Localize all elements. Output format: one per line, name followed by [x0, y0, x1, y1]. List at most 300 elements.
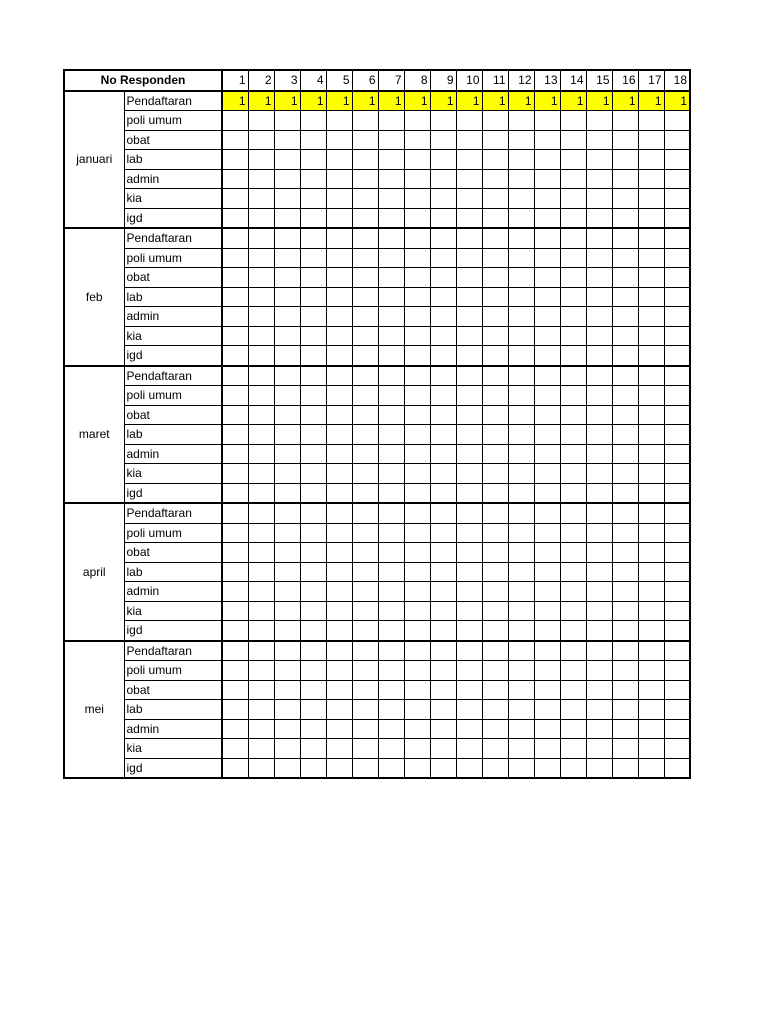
response-cell[interactable]	[378, 268, 404, 288]
response-cell[interactable]	[560, 386, 586, 406]
response-cell[interactable]	[430, 661, 456, 681]
response-cell[interactable]	[326, 169, 352, 189]
response-cell[interactable]	[456, 405, 482, 425]
response-cell[interactable]	[326, 307, 352, 327]
response-cell[interactable]	[378, 641, 404, 661]
response-cell[interactable]	[456, 425, 482, 445]
response-cell[interactable]	[300, 503, 326, 523]
response-cell[interactable]	[664, 307, 690, 327]
response-cell[interactable]	[534, 208, 560, 228]
response-cell[interactable]	[222, 386, 248, 406]
response-cell[interactable]	[534, 719, 560, 739]
response-cell[interactable]	[248, 621, 274, 641]
response-cell[interactable]	[352, 464, 378, 484]
response-cell[interactable]	[586, 444, 612, 464]
response-cell[interactable]	[274, 464, 300, 484]
response-cell[interactable]	[612, 208, 638, 228]
response-cell[interactable]	[508, 150, 534, 170]
response-cell[interactable]	[430, 425, 456, 445]
response-cell[interactable]	[534, 268, 560, 288]
response-cell[interactable]	[508, 287, 534, 307]
response-cell[interactable]	[612, 307, 638, 327]
response-cell[interactable]	[508, 661, 534, 681]
response-cell[interactable]	[482, 150, 508, 170]
response-cell[interactable]	[248, 111, 274, 131]
response-cell[interactable]	[222, 483, 248, 503]
response-cell[interactable]	[404, 562, 430, 582]
response-cell[interactable]	[456, 700, 482, 720]
response-cell[interactable]	[326, 758, 352, 778]
response-cell[interactable]	[248, 189, 274, 209]
response-cell[interactable]	[560, 661, 586, 681]
response-cell[interactable]	[352, 758, 378, 778]
response-cell[interactable]	[482, 248, 508, 268]
response-cell[interactable]	[300, 307, 326, 327]
response-cell[interactable]	[430, 562, 456, 582]
response-cell[interactable]	[300, 366, 326, 386]
response-cell[interactable]	[352, 562, 378, 582]
response-cell[interactable]	[586, 189, 612, 209]
response-cell[interactable]	[508, 680, 534, 700]
response-cell[interactable]	[430, 268, 456, 288]
response-cell[interactable]	[534, 130, 560, 150]
response-cell[interactable]	[482, 543, 508, 563]
response-cell[interactable]	[430, 405, 456, 425]
response-cell[interactable]	[404, 248, 430, 268]
response-cell[interactable]	[378, 680, 404, 700]
response-cell[interactable]	[638, 386, 664, 406]
response-cell[interactable]	[404, 405, 430, 425]
response-cell[interactable]	[508, 641, 534, 661]
response-cell[interactable]	[222, 739, 248, 759]
response-cell[interactable]	[638, 758, 664, 778]
response-cell[interactable]	[560, 719, 586, 739]
response-cell[interactable]	[664, 661, 690, 681]
response-cell[interactable]	[456, 287, 482, 307]
response-cell[interactable]	[248, 582, 274, 602]
response-cell[interactable]	[248, 680, 274, 700]
response-cell[interactable]	[508, 503, 534, 523]
response-cell[interactable]	[612, 739, 638, 759]
response-cell[interactable]	[352, 111, 378, 131]
response-cell[interactable]	[274, 386, 300, 406]
response-cell[interactable]	[222, 248, 248, 268]
response-cell[interactable]	[508, 386, 534, 406]
response-cell[interactable]	[534, 523, 560, 543]
response-cell[interactable]	[326, 405, 352, 425]
response-cell[interactable]	[326, 483, 352, 503]
response-cell[interactable]	[482, 483, 508, 503]
response-cell[interactable]	[638, 425, 664, 445]
response-cell[interactable]	[248, 366, 274, 386]
response-cell[interactable]	[482, 208, 508, 228]
response-cell[interactable]	[664, 621, 690, 641]
response-cell[interactable]	[378, 248, 404, 268]
response-cell[interactable]	[638, 483, 664, 503]
response-cell[interactable]	[638, 601, 664, 621]
response-cell[interactable]	[404, 228, 430, 248]
response-cell[interactable]	[248, 287, 274, 307]
response-cell[interactable]	[274, 503, 300, 523]
response-cell[interactable]	[430, 641, 456, 661]
response-cell[interactable]	[222, 444, 248, 464]
response-cell[interactable]	[222, 641, 248, 661]
response-cell[interactable]	[612, 621, 638, 641]
response-cell[interactable]: 1	[222, 91, 248, 111]
response-cell[interactable]	[586, 483, 612, 503]
response-cell[interactable]	[274, 425, 300, 445]
response-cell[interactable]	[352, 307, 378, 327]
response-cell[interactable]	[482, 719, 508, 739]
response-cell[interactable]	[352, 287, 378, 307]
response-cell[interactable]	[456, 739, 482, 759]
response-cell[interactable]	[508, 562, 534, 582]
response-cell[interactable]	[586, 150, 612, 170]
response-cell[interactable]	[664, 130, 690, 150]
response-cell[interactable]	[482, 366, 508, 386]
response-cell[interactable]	[482, 562, 508, 582]
response-cell[interactable]	[586, 503, 612, 523]
response-cell[interactable]	[508, 758, 534, 778]
response-cell[interactable]	[482, 523, 508, 543]
response-cell[interactable]	[664, 150, 690, 170]
response-cell[interactable]	[274, 268, 300, 288]
response-cell[interactable]	[638, 268, 664, 288]
response-cell[interactable]	[612, 582, 638, 602]
response-cell[interactable]	[638, 680, 664, 700]
response-cell[interactable]	[586, 562, 612, 582]
response-cell[interactable]	[248, 425, 274, 445]
response-cell[interactable]	[300, 287, 326, 307]
response-cell[interactable]	[508, 719, 534, 739]
response-cell[interactable]	[274, 150, 300, 170]
response-cell[interactable]: 1	[248, 91, 274, 111]
response-cell[interactable]	[456, 346, 482, 366]
response-cell[interactable]	[638, 444, 664, 464]
response-cell[interactable]	[300, 189, 326, 209]
response-cell[interactable]	[560, 111, 586, 131]
response-cell[interactable]: 1	[404, 91, 430, 111]
response-cell[interactable]	[404, 582, 430, 602]
response-cell[interactable]	[534, 169, 560, 189]
response-cell[interactable]	[378, 483, 404, 503]
response-cell[interactable]	[326, 287, 352, 307]
response-cell[interactable]	[378, 444, 404, 464]
response-cell[interactable]	[248, 150, 274, 170]
response-cell[interactable]	[430, 621, 456, 641]
response-cell[interactable]	[560, 425, 586, 445]
response-cell[interactable]	[612, 601, 638, 621]
response-cell[interactable]	[612, 425, 638, 445]
response-cell[interactable]	[560, 248, 586, 268]
response-cell[interactable]	[326, 464, 352, 484]
response-cell[interactable]: 1	[664, 91, 690, 111]
response-cell[interactable]	[300, 601, 326, 621]
response-cell[interactable]	[248, 739, 274, 759]
response-cell[interactable]	[404, 523, 430, 543]
response-cell[interactable]	[638, 739, 664, 759]
response-cell[interactable]	[352, 326, 378, 346]
response-cell[interactable]	[482, 189, 508, 209]
response-cell[interactable]	[664, 562, 690, 582]
response-cell[interactable]	[482, 169, 508, 189]
response-cell[interactable]	[274, 483, 300, 503]
response-cell[interactable]	[482, 130, 508, 150]
response-cell[interactable]	[274, 523, 300, 543]
response-cell[interactable]	[664, 228, 690, 248]
response-cell[interactable]	[638, 228, 664, 248]
response-cell[interactable]	[534, 543, 560, 563]
response-cell[interactable]	[274, 758, 300, 778]
response-cell[interactable]	[248, 346, 274, 366]
response-cell[interactable]	[482, 641, 508, 661]
response-cell[interactable]	[430, 719, 456, 739]
response-cell[interactable]	[274, 444, 300, 464]
response-cell[interactable]	[222, 228, 248, 248]
response-cell[interactable]	[534, 248, 560, 268]
response-cell[interactable]	[404, 366, 430, 386]
response-cell[interactable]	[586, 601, 612, 621]
response-cell[interactable]	[352, 543, 378, 563]
response-cell[interactable]	[482, 326, 508, 346]
response-cell[interactable]	[378, 346, 404, 366]
response-cell[interactable]	[664, 464, 690, 484]
response-cell[interactable]	[664, 700, 690, 720]
response-cell[interactable]	[482, 700, 508, 720]
response-cell[interactable]	[222, 346, 248, 366]
response-cell[interactable]	[586, 582, 612, 602]
response-cell[interactable]	[482, 464, 508, 484]
response-cell[interactable]	[534, 739, 560, 759]
response-cell[interactable]	[326, 621, 352, 641]
response-cell[interactable]	[586, 268, 612, 288]
response-cell[interactable]	[248, 719, 274, 739]
response-cell[interactable]	[456, 503, 482, 523]
response-cell[interactable]: 1	[586, 91, 612, 111]
response-cell[interactable]	[352, 150, 378, 170]
response-cell[interactable]	[248, 464, 274, 484]
response-cell[interactable]	[378, 562, 404, 582]
response-cell[interactable]	[326, 386, 352, 406]
response-cell[interactable]	[430, 523, 456, 543]
response-cell[interactable]	[638, 719, 664, 739]
response-cell[interactable]	[222, 523, 248, 543]
response-cell[interactable]	[430, 503, 456, 523]
response-cell[interactable]	[586, 111, 612, 131]
response-cell[interactable]	[274, 543, 300, 563]
response-cell[interactable]	[586, 464, 612, 484]
response-cell[interactable]	[664, 739, 690, 759]
response-cell[interactable]	[534, 680, 560, 700]
response-cell[interactable]	[274, 326, 300, 346]
response-cell[interactable]	[248, 758, 274, 778]
response-cell[interactable]	[638, 641, 664, 661]
response-cell[interactable]	[586, 326, 612, 346]
response-cell[interactable]	[664, 582, 690, 602]
response-cell[interactable]	[248, 228, 274, 248]
response-cell[interactable]	[456, 386, 482, 406]
response-cell[interactable]	[508, 111, 534, 131]
response-cell[interactable]	[404, 621, 430, 641]
response-cell[interactable]	[508, 169, 534, 189]
response-cell[interactable]	[430, 601, 456, 621]
response-cell[interactable]	[248, 503, 274, 523]
response-cell[interactable]	[534, 562, 560, 582]
response-cell[interactable]	[274, 582, 300, 602]
response-cell[interactable]	[404, 169, 430, 189]
response-cell[interactable]	[378, 208, 404, 228]
response-cell[interactable]	[404, 386, 430, 406]
response-cell[interactable]	[248, 130, 274, 150]
response-cell[interactable]	[378, 523, 404, 543]
response-cell[interactable]	[482, 444, 508, 464]
response-cell[interactable]	[248, 169, 274, 189]
response-cell[interactable]	[300, 386, 326, 406]
response-cell[interactable]: 1	[560, 91, 586, 111]
response-cell[interactable]	[508, 130, 534, 150]
response-cell[interactable]	[430, 326, 456, 346]
response-cell[interactable]	[508, 464, 534, 484]
response-cell[interactable]	[222, 169, 248, 189]
response-cell[interactable]: 1	[274, 91, 300, 111]
response-cell[interactable]	[404, 130, 430, 150]
response-cell[interactable]	[560, 680, 586, 700]
response-cell[interactable]	[638, 503, 664, 523]
response-cell[interactable]	[586, 641, 612, 661]
response-cell[interactable]	[352, 503, 378, 523]
response-cell[interactable]	[638, 405, 664, 425]
response-cell[interactable]	[430, 444, 456, 464]
response-cell[interactable]	[352, 680, 378, 700]
response-cell[interactable]	[612, 366, 638, 386]
response-cell[interactable]	[430, 248, 456, 268]
response-cell[interactable]	[482, 503, 508, 523]
response-cell[interactable]	[586, 543, 612, 563]
response-cell[interactable]	[664, 405, 690, 425]
response-cell[interactable]	[508, 268, 534, 288]
response-cell[interactable]	[248, 326, 274, 346]
response-cell[interactable]	[378, 582, 404, 602]
response-cell[interactable]	[586, 208, 612, 228]
response-cell[interactable]	[378, 758, 404, 778]
response-cell[interactable]	[534, 758, 560, 778]
response-cell[interactable]	[404, 758, 430, 778]
response-cell[interactable]	[300, 661, 326, 681]
response-cell[interactable]	[612, 326, 638, 346]
response-cell[interactable]	[274, 208, 300, 228]
response-cell[interactable]	[638, 562, 664, 582]
response-cell[interactable]	[664, 208, 690, 228]
response-cell[interactable]	[534, 228, 560, 248]
response-cell[interactable]	[404, 661, 430, 681]
response-cell[interactable]	[560, 621, 586, 641]
response-cell[interactable]	[560, 405, 586, 425]
response-cell[interactable]	[456, 326, 482, 346]
response-cell[interactable]	[664, 189, 690, 209]
response-cell[interactable]	[300, 562, 326, 582]
response-cell[interactable]	[560, 543, 586, 563]
response-cell[interactable]	[612, 386, 638, 406]
response-cell[interactable]	[560, 739, 586, 759]
response-cell[interactable]: 1	[352, 91, 378, 111]
response-cell[interactable]	[534, 346, 560, 366]
response-cell[interactable]	[378, 169, 404, 189]
response-cell[interactable]	[612, 346, 638, 366]
response-cell[interactable]	[300, 346, 326, 366]
response-cell[interactable]	[560, 268, 586, 288]
response-cell[interactable]	[248, 700, 274, 720]
response-cell[interactable]	[612, 758, 638, 778]
response-cell[interactable]	[664, 680, 690, 700]
response-cell[interactable]	[378, 366, 404, 386]
response-cell[interactable]	[378, 601, 404, 621]
response-cell[interactable]	[534, 386, 560, 406]
response-cell[interactable]	[638, 543, 664, 563]
response-cell[interactable]	[222, 150, 248, 170]
response-cell[interactable]	[586, 621, 612, 641]
response-cell[interactable]	[352, 700, 378, 720]
response-cell[interactable]	[456, 228, 482, 248]
response-cell[interactable]	[222, 268, 248, 288]
response-cell[interactable]	[222, 700, 248, 720]
response-cell[interactable]	[638, 189, 664, 209]
response-cell[interactable]	[300, 483, 326, 503]
response-cell[interactable]	[586, 287, 612, 307]
response-cell[interactable]	[222, 326, 248, 346]
response-cell[interactable]	[638, 326, 664, 346]
response-cell[interactable]	[612, 169, 638, 189]
response-cell[interactable]	[638, 700, 664, 720]
response-cell[interactable]	[612, 700, 638, 720]
response-cell[interactable]	[326, 543, 352, 563]
response-cell[interactable]	[352, 268, 378, 288]
response-cell[interactable]	[586, 169, 612, 189]
response-cell[interactable]	[586, 130, 612, 150]
response-cell[interactable]	[456, 523, 482, 543]
response-cell[interactable]	[222, 503, 248, 523]
response-cell[interactable]	[326, 425, 352, 445]
response-cell[interactable]	[508, 582, 534, 602]
response-cell[interactable]	[430, 169, 456, 189]
response-cell[interactable]	[586, 307, 612, 327]
response-cell[interactable]	[482, 346, 508, 366]
response-cell[interactable]	[612, 444, 638, 464]
response-cell[interactable]	[326, 641, 352, 661]
response-cell[interactable]	[456, 169, 482, 189]
response-cell[interactable]	[560, 601, 586, 621]
response-cell[interactable]	[586, 425, 612, 445]
response-cell[interactable]	[482, 228, 508, 248]
response-cell[interactable]	[638, 366, 664, 386]
response-cell[interactable]	[664, 366, 690, 386]
response-cell[interactable]	[508, 543, 534, 563]
response-cell[interactable]	[560, 483, 586, 503]
response-cell[interactable]	[430, 111, 456, 131]
response-cell[interactable]	[326, 346, 352, 366]
response-cell[interactable]	[352, 444, 378, 464]
response-cell[interactable]	[560, 228, 586, 248]
response-cell[interactable]	[274, 405, 300, 425]
response-cell[interactable]	[612, 150, 638, 170]
response-cell[interactable]	[430, 130, 456, 150]
response-cell[interactable]	[378, 405, 404, 425]
response-cell[interactable]	[664, 758, 690, 778]
response-cell[interactable]	[378, 719, 404, 739]
response-cell[interactable]	[638, 150, 664, 170]
response-cell[interactable]	[326, 130, 352, 150]
response-cell[interactable]	[638, 346, 664, 366]
response-cell[interactable]	[456, 366, 482, 386]
